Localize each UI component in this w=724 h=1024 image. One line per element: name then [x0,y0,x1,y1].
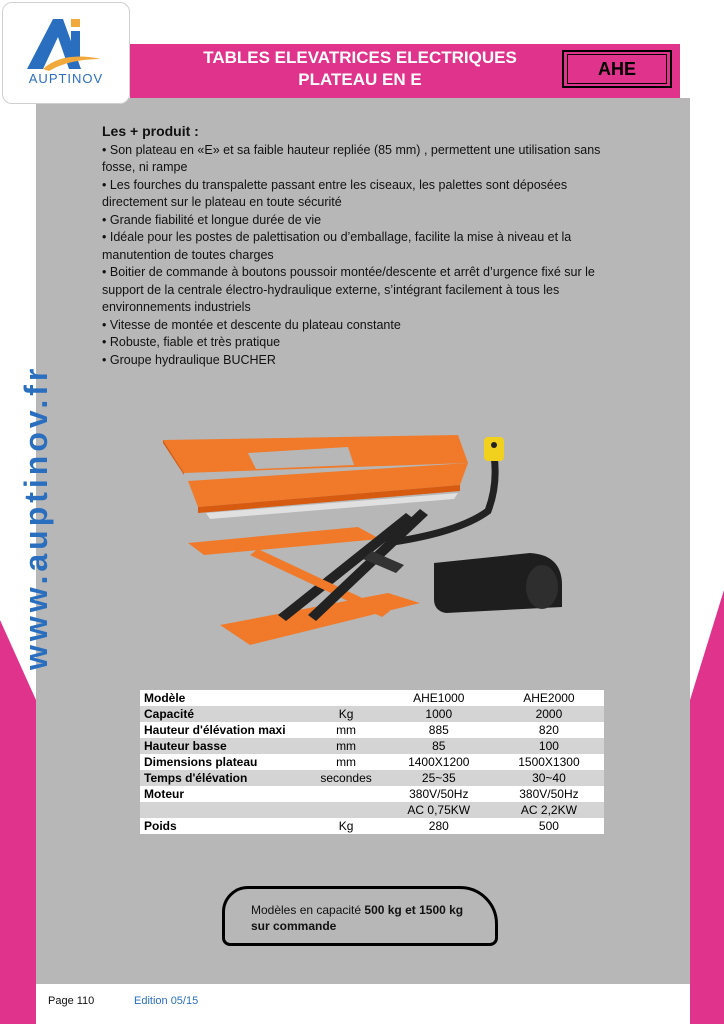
spec-value-ahe1000: 280 [384,818,494,834]
feature-item: • Robuste, fiable et très pratique [102,334,632,352]
features-section [102,123,632,369]
company-logo [2,2,130,104]
note-prefix: Modèles en capacité [251,903,365,917]
edition-label: Edition 05/15 [134,995,199,1007]
spec-value-ahe2000: AC 2,2KW [494,802,604,818]
table-row [140,754,604,770]
feature-item: • Groupe hydraulique BUCHER [102,352,632,370]
spec-unit: mm [308,754,383,770]
table-row [140,770,604,786]
logo-mark-icon [23,15,109,73]
spec-value-ahe2000: 380V/50Hz [494,786,604,802]
model-code-box [562,50,672,88]
lift-table-illustration [158,415,578,665]
title-line-1: TABLES ELEVATRICES ELECTRIQUES [203,48,517,67]
spec-label: Modèle [140,690,308,706]
spec-unit: Kg [308,818,383,834]
custom-capacity-note [222,886,498,946]
table-row [140,690,604,706]
spec-unit: mm [308,722,383,738]
table-row [140,706,604,722]
spec-label: Temps d'élévation [140,770,308,786]
table-row [140,802,604,818]
spec-value-ahe2000: 30~40 [494,770,604,786]
spec-value-ahe2000: 1500X1300 [494,754,604,770]
spec-value-ahe1000: AC 0,75KW [384,802,494,818]
model-code: AHE [567,54,667,84]
spec-unit: mm [308,738,383,754]
spec-unit: secondes [308,770,383,786]
page-number: Page 110 [48,995,95,1007]
spec-value-ahe2000: 2000 [494,706,604,722]
specifications-table [140,690,604,834]
spec-value-ahe1000: 25~35 [384,770,494,786]
feature-item: • Vitesse de montée et descente du plateau constante [102,317,632,335]
features-list [102,142,632,370]
note-line-2: sur commande [251,919,337,933]
spec-value-ahe2000: 820 [494,722,604,738]
spec-value-ahe2000: 500 [494,818,604,834]
spec-unit: Kg [308,706,383,722]
table-row [140,786,604,802]
spec-value-ahe1000: 85 [384,738,494,754]
spec-label: Dimensions plateau [140,754,308,770]
spec-label: Hauteur d'élévation maxi [140,722,308,738]
table-row [140,818,604,834]
feature-item: • Son plateau en «E» et sa faible hauteur repliée (85 mm) , permettent une utilisation sans fosse, ni rampe [102,142,632,177]
feature-item: • Les fourches du transpalette passant entre les ciseaux, les palettes sont déposées directement sur le plateau en toute sécurité [102,177,632,212]
spec-value-ahe1000: 1000 [384,706,494,722]
spec-label: Capacité [140,706,308,722]
features-heading: Les + produit : [102,123,199,139]
feature-item: • Boitier de commande à boutons poussoir montée/descente et arrêt d’urgence fixé sur le support de la centrale électro-hydraulique externe, s’intégrant facilement à tous les environnements industriels [102,264,632,317]
spec-value-ahe2000: 100 [494,738,604,754]
spec-value-ahe1000: 885 [384,722,494,738]
table-row [140,722,604,738]
pink-decor-left [0,700,36,1024]
spec-label: Poids [140,818,308,834]
title-line-2: PLATEAU EN E [298,70,422,89]
page-title [150,47,570,91]
spec-label: Moteur [140,786,308,802]
vertical-website-url: www.auptinov.fr [18,364,54,670]
spec-value-ahe1000: 1400X1200 [384,754,494,770]
note-capacities: 500 kg et 1500 kg [364,903,464,917]
logo-brand-text: AUPTINOV [28,71,104,86]
table-row [140,738,604,754]
spec-label: Hauteur basse [140,738,308,754]
spec-unit [308,802,383,818]
feature-item: • Grande fiabilité et longue durée de vie [102,212,632,230]
pink-decor-right [690,700,724,1024]
spec-label [140,802,308,818]
note-text [251,902,491,934]
spec-value-ahe1000: 380V/50Hz [384,786,494,802]
spec-unit [308,690,383,706]
spec-value-ahe2000: AHE2000 [494,690,604,706]
feature-item: • Idéale pour les postes de palettisation ou d’emballage, facilite la mise à niveau et la manutention de toutes charges [102,229,632,264]
spec-unit [308,786,383,802]
spec-value-ahe1000: AHE1000 [384,690,494,706]
